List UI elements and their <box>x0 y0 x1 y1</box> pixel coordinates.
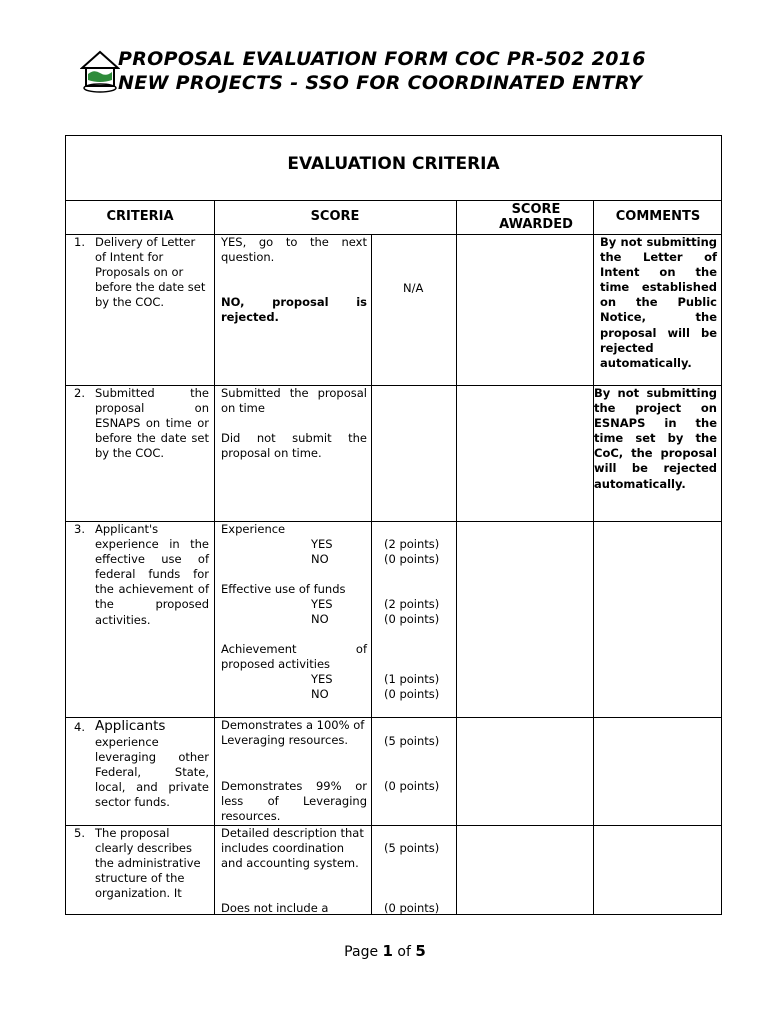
divider <box>593 200 594 915</box>
page-footer <box>0 942 770 960</box>
score-option: YES, go to the next question. <box>221 235 367 265</box>
score-option: Demonstrates 99% or less of Leveraging resources. <box>221 779 367 824</box>
no-label: NO <box>311 552 329 566</box>
score-option: NO, proposal is rejected. <box>221 295 367 325</box>
page-number: 1 <box>382 942 393 960</box>
points-value: (5 points) <box>384 841 440 855</box>
criteria-text: Submitted the proposal on ESNAPS on time or before the date set by the COC. <box>95 386 209 461</box>
evaluation-table <box>65 135 722 915</box>
score-option: Submitted the proposal on time <box>221 386 367 416</box>
page-total: 5 <box>415 942 426 960</box>
score-label: Effective use of funds <box>221 582 346 596</box>
comment-text: By not submitting the project on ESNAPS in the time set by the CoC, the proposal will be rejected automatically. <box>594 386 717 491</box>
points-value: (0 points) <box>384 687 440 701</box>
row-number: 4. <box>74 720 85 734</box>
points-value: (0 points) <box>384 552 440 566</box>
title-line-2: NEW PROJECTS - SSO FOR COORDINATED ENTRY <box>118 72 643 94</box>
score-label: Experience <box>221 522 286 536</box>
column-header-score-awarded: SCORE AWARDED <box>499 202 573 232</box>
yes-label: YES <box>311 672 333 686</box>
title-line-1: PROPOSAL EVALUATION FORM COC PR-502 2016 <box>118 48 646 70</box>
score-label: Achievement of proposed activities <box>221 642 367 672</box>
row-number: 1. <box>74 235 85 249</box>
row-number: 5. <box>74 826 85 840</box>
column-header-comments: COMMENTS <box>615 209 701 224</box>
score-option: Did not submit the proposal on time. <box>221 431 367 461</box>
points-value: (2 points) <box>384 597 440 611</box>
yes-label: YES <box>311 597 333 611</box>
points-value: (0 points) <box>384 779 440 793</box>
criteria-text: experience leveraging other Federal, State, local, and private sector funds. <box>95 735 209 810</box>
column-header-criteria: CRITERIA <box>106 209 174 224</box>
points-value: (5 points) <box>384 734 440 748</box>
page-word: Page <box>344 944 379 960</box>
comment-text: By not submitting the Letter of Intent on the time established on the Public Notice, the proposal will be rejected automatically. <box>600 235 717 370</box>
criteria-text: Applicant's experience in the effective use of federal funds for the achievement of the proposed activities. <box>95 522 209 627</box>
criteria-text: Delivery of Letter of Intent for Proposals on or before the date set by the COC. <box>95 235 206 310</box>
points-value: (1 points) <box>384 672 440 686</box>
divider <box>371 234 372 915</box>
no-label: NO <box>311 687 329 701</box>
score-option: Demonstrates a 100% of Leveraging resources. <box>221 718 365 748</box>
criteria-text-first: Applicants <box>95 718 166 734</box>
divider <box>66 200 721 201</box>
yes-label: YES <box>311 537 333 551</box>
score-option: Does not include a <box>221 901 329 915</box>
points-value: (0 points) <box>384 612 440 626</box>
points-value: (0 points) <box>384 901 440 915</box>
divider <box>214 200 215 915</box>
divider <box>456 200 457 915</box>
criteria-text: The proposal clearly describes the administrative structure of the organization. It <box>95 826 201 901</box>
evaluation-heading: EVALUATION CRITERIA <box>287 154 500 174</box>
row-number: 2. <box>74 386 85 400</box>
coc-logo-icon <box>80 50 120 94</box>
score-option: Detailed description that includes coordination and accounting system. <box>221 826 364 871</box>
row-number: 3. <box>74 522 85 536</box>
page-title <box>118 47 718 95</box>
no-label: NO <box>311 612 329 626</box>
column-header-score: SCORE <box>310 209 360 224</box>
points-value: N/A <box>403 281 424 295</box>
points-value: (2 points) <box>384 537 440 551</box>
of-word: of <box>397 944 411 960</box>
